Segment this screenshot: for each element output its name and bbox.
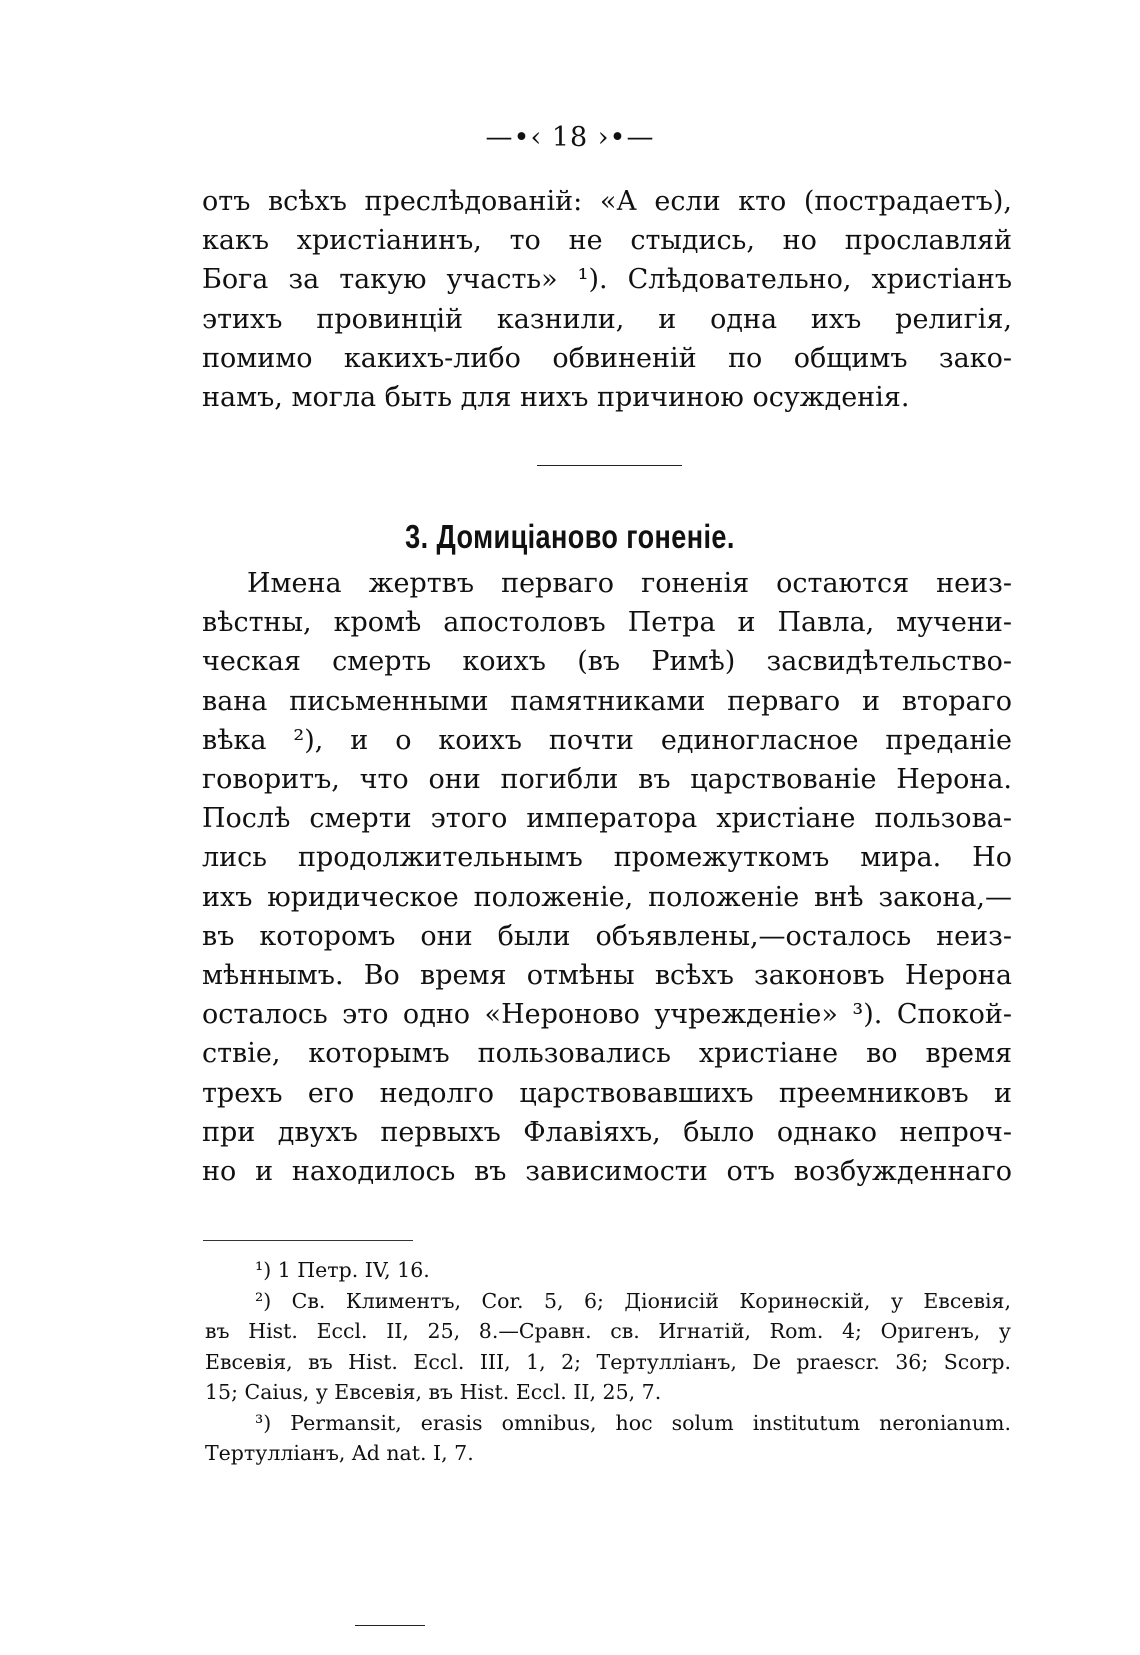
text-line: говоритъ, что они погибли въ царствованіе Нерона. [202,764,1012,796]
text-line: какъ христіанинъ, то не стыдись, но прославляй [202,225,1012,257]
section-heading: 3. Домиціаново гоненіе. [405,518,735,555]
footnote-line: Евсевія, въ Hist. Eccl. III, 1, 2; Тертулліанъ, De praescr. 36; Scorp. [205,1349,1011,1374]
text-line: мѣннымъ. Во время отмѣны всѣхъ законовъ Нерона [202,960,1012,992]
text-line: отъ всѣхъ преслѣдованій: «А если кто (пострадаетъ), [202,186,1012,217]
text-line: вѣстны, кромѣ апостоловъ Петра и Павла, мучени- [202,607,1012,639]
footnote-line: въ Hist. Eccl. II, 25, 8.—Сравн. св. Игнатій, Rom. 4; Оригенъ, у [205,1319,1011,1343]
text-line: ихъ юридическое положеніе, положеніе внѣ закона,— [202,881,1012,913]
text-line: при двухъ первыхъ Флавіяхъ, было однако непроч- [202,1116,1012,1148]
text-line: въ которомъ они были объявлены,—осталось неиз- [202,920,1012,952]
text-line: намъ, могла быть для нихъ причиною осужденія. [202,382,910,414]
page-number: —•‹ 18 ›•— [485,122,655,153]
footnote-line: ²) Св. Климентъ, Cor. 5, 6; Діонисій Коринѳскій, у Евсевія, [255,1288,1011,1313]
text-line: трехъ его недолго царствовавшихъ преемниковъ и [202,1077,1012,1109]
text-line: вѣка ²), и о коихъ почти единогласное преданіе [202,724,1012,756]
paragraph-1 [202,182,1012,417]
text-line: Послѣ смерти этого императора христіане пользова- [202,803,1012,835]
footnote-line: 15; Caius, у Евсевія, въ Hist. Eccl. II, 25, 7. [205,1380,662,1404]
text-line: этихъ провинцій казнили, и одна ихъ религія, [202,303,1012,335]
footnote-line: ³) Permansit, erasis omnibus, hoc solum institutum neronianum. [255,1410,1011,1435]
text-line: помимо какихъ-либо обвиненій по общимъ зако- [202,342,1012,374]
text-line: осталось это одно «Нероново учрежденіе» ³). Спокой- [202,999,1012,1031]
footnote-line: Тертулліанъ, Ad nat. I, 7. [205,1441,474,1465]
footnote-line: ¹) 1 Петр. IV, 16. [255,1258,430,1282]
text-line: Бога за такую участь» ¹). Слѣдовательно, христіанъ [202,264,1012,296]
text-line: Имена жертвъ перваго гоненія остаются неиз- [247,568,1012,599]
paragraph-2 [202,564,1012,1191]
text-line: но и находилось въ зависимости отъ возбужденнаго [202,1156,1012,1188]
text-line: ствіе, которымъ пользовались христіане во время [202,1038,1012,1070]
footnote-divider [203,1240,413,1241]
text-line: ческая смерть коихъ (въ Римѣ) засвидѣтельство- [202,646,1012,678]
text-line: лись продолжительнымъ промежуткомъ мира. Но [202,842,1012,874]
footnotes [205,1255,1011,1469]
text-line: вана письменными памятниками перваго и втораго [202,685,1012,717]
section-divider [537,465,682,466]
bottom-rule [355,1625,425,1626]
